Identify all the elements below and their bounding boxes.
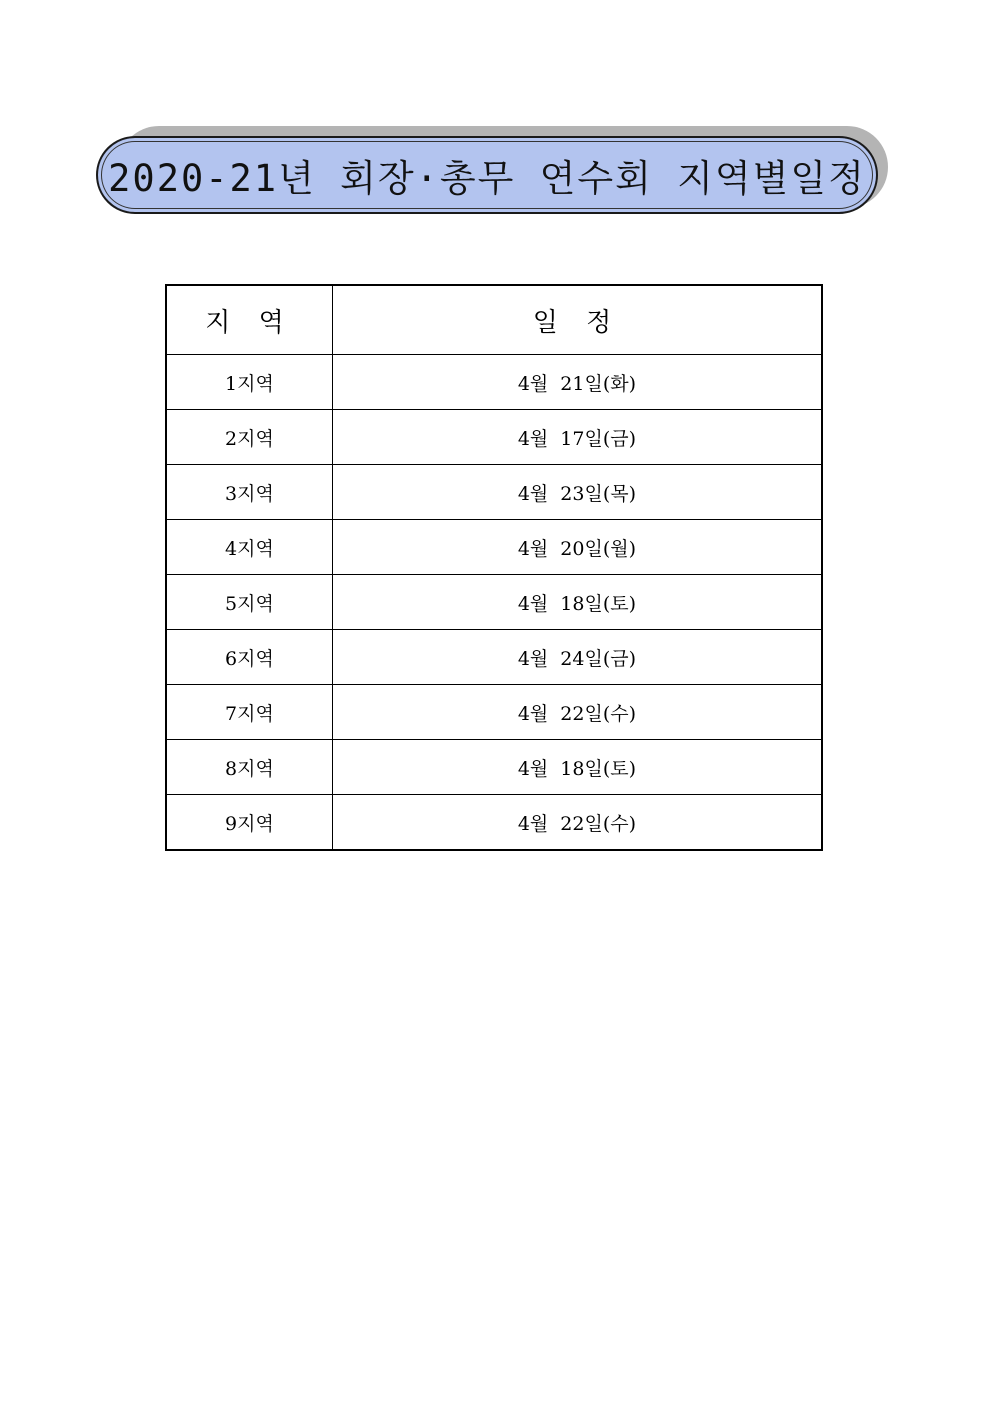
- title-banner: [96, 132, 888, 220]
- date-day: 21일(화): [560, 372, 637, 395]
- table-row: [166, 410, 822, 465]
- date-month: 4월: [517, 757, 549, 780]
- schedule-table: [165, 284, 823, 851]
- date-month: 4월: [517, 592, 549, 615]
- region-cell: 1지역: [166, 355, 332, 410]
- date-day: 24일(금): [560, 647, 637, 670]
- header-region: 지 역: [166, 285, 332, 355]
- date-day: 18일(토): [560, 592, 637, 615]
- region-cell: 2지역: [166, 410, 332, 465]
- date-day: 18일(토): [560, 757, 637, 780]
- date-month: 4월: [517, 427, 549, 450]
- date-month: 4월: [517, 702, 549, 725]
- table-row: [166, 740, 822, 795]
- date-cell: [332, 795, 822, 851]
- region-cell: 5지역: [166, 575, 332, 630]
- page-title: 2020-21년 회장·총무 연수회 지역별일정: [108, 157, 866, 200]
- date-cell: [332, 575, 822, 630]
- date-cell: [332, 355, 822, 410]
- date-cell: [332, 465, 822, 520]
- date-day: 22일(수): [560, 812, 637, 835]
- date-cell: [332, 630, 822, 685]
- date-day: 20일(월): [560, 537, 637, 560]
- date-cell: [332, 685, 822, 740]
- table-row: [166, 465, 822, 520]
- region-cell: 4지역: [166, 520, 332, 575]
- table-row: [166, 575, 822, 630]
- date-cell: [332, 740, 822, 795]
- table-row: [166, 630, 822, 685]
- date-month: 4월: [517, 812, 549, 835]
- region-cell: 7지역: [166, 685, 332, 740]
- title-banner-box: [96, 136, 878, 214]
- date-day: 23일(목): [560, 482, 637, 505]
- date-month: 4월: [517, 482, 549, 505]
- region-cell: 8지역: [166, 740, 332, 795]
- region-cell: 6지역: [166, 630, 332, 685]
- date-month: 4월: [517, 647, 549, 670]
- date-day: 17일(금): [560, 427, 637, 450]
- date-month: 4월: [517, 537, 549, 560]
- table-row: [166, 355, 822, 410]
- table-row: [166, 520, 822, 575]
- region-cell: 9지역: [166, 795, 332, 851]
- region-cell: 3지역: [166, 465, 332, 520]
- date-month: 4월: [517, 372, 549, 395]
- date-day: 22일(수): [560, 702, 637, 725]
- date-cell: [332, 520, 822, 575]
- date-cell: [332, 410, 822, 465]
- table-row: [166, 795, 822, 851]
- table-row: [166, 685, 822, 740]
- header-schedule: 일 정: [332, 285, 822, 355]
- table-header-row: [166, 285, 822, 355]
